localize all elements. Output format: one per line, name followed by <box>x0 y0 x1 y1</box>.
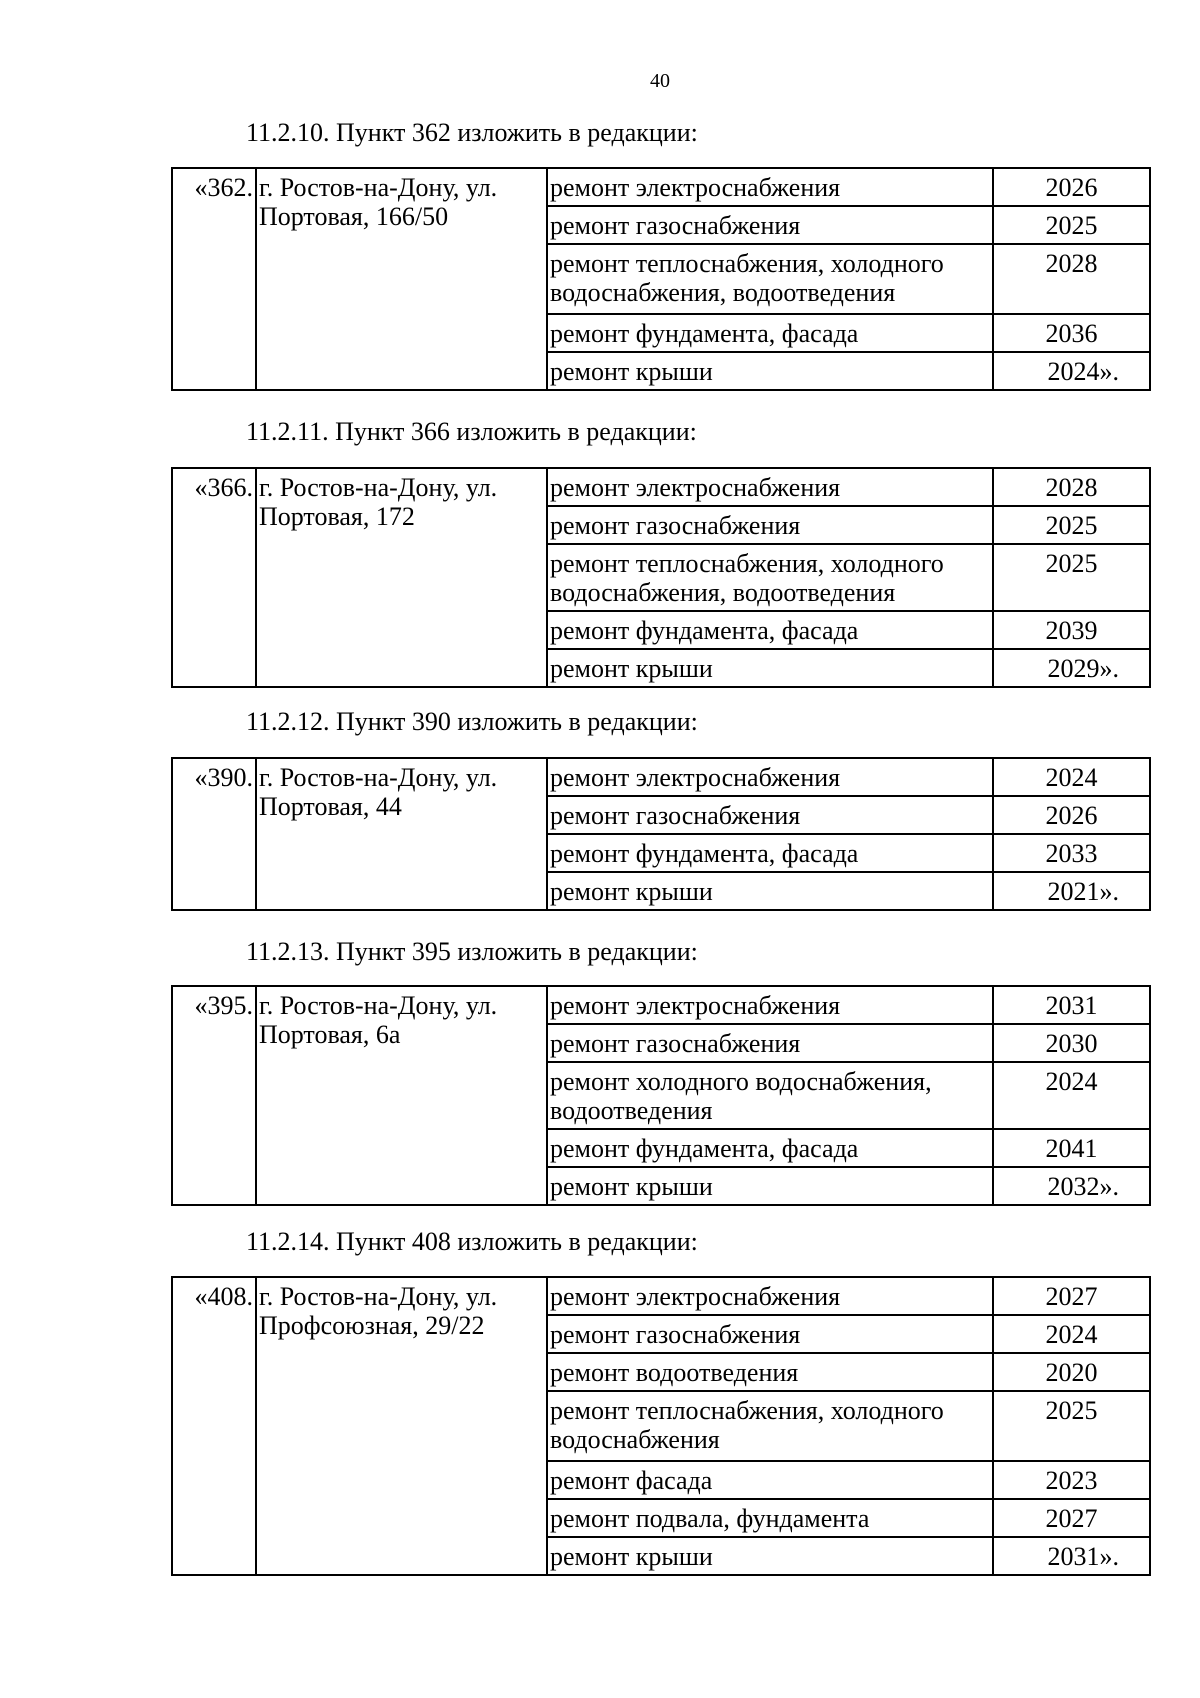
work-type-cell: ремонт крыши <box>547 649 993 687</box>
section-heading: 11.2.14. Пункт 408 изложить в редакции: <box>246 1227 698 1256</box>
table-row <box>172 1277 1150 1315</box>
year-cell: 2025 <box>993 1391 1150 1461</box>
table-row <box>172 168 1150 206</box>
work-type-cell: ремонт электроснабжения <box>547 986 993 1024</box>
amendment-table <box>171 757 1151 911</box>
year-cell: 2029». <box>993 649 1150 687</box>
year-cell: 2033 <box>993 834 1150 872</box>
work-type-cell: ремонт фундамента, фасада <box>547 611 993 649</box>
work-type-cell: ремонт крыши <box>547 352 993 390</box>
work-type-cell: ремонт фундамента, фасада <box>547 1129 993 1167</box>
work-type-cell: ремонт крыши <box>547 872 993 910</box>
year-cell: 2026 <box>993 796 1150 834</box>
work-type-cell: ремонт водоотведения <box>547 1353 993 1391</box>
year-cell: 2028 <box>993 468 1150 506</box>
work-type-cell: ремонт газоснабжения <box>547 1315 993 1353</box>
work-type-cell: ремонт электроснабжения <box>547 758 993 796</box>
address-cell: г. Ростов-на-Дону, ул. Портовая, 44 <box>256 758 547 910</box>
work-type-cell: ремонт газоснабжения <box>547 506 993 544</box>
year-cell: 2025 <box>993 206 1150 244</box>
year-cell: 2024». <box>993 352 1150 390</box>
year-cell: 2024 <box>993 1315 1150 1353</box>
amendment-table <box>171 985 1151 1206</box>
year-cell: 2031 <box>993 986 1150 1024</box>
work-type-cell: ремонт крыши <box>547 1167 993 1205</box>
table-row <box>172 986 1150 1024</box>
year-cell: 2030 <box>993 1024 1150 1062</box>
address-cell: г. Ростов-на-Дону, ул. Портовая, 166/50 <box>256 168 547 390</box>
work-type-cell: ремонт подвала, фундамента <box>547 1499 993 1537</box>
year-cell: 2025 <box>993 544 1150 611</box>
section-heading: 11.2.13. Пункт 395 изложить в редакции: <box>246 937 698 966</box>
year-cell: 2027 <box>993 1499 1150 1537</box>
year-cell: 2021». <box>993 872 1150 910</box>
year-cell: 2027 <box>993 1277 1150 1315</box>
year-cell: 2023 <box>993 1461 1150 1499</box>
work-type-cell: ремонт электроснабжения <box>547 168 993 206</box>
year-cell: 2024 <box>993 758 1150 796</box>
address-cell: г. Ростов-на-Дону, ул. Профсоюзная, 29/22 <box>256 1277 547 1575</box>
section-heading: 11.2.12. Пункт 390 изложить в редакции: <box>246 707 698 736</box>
year-cell: 2041 <box>993 1129 1150 1167</box>
year-cell: 2032». <box>993 1167 1150 1205</box>
work-type-cell: ремонт теплоснабжения, холодного водоснабжения <box>547 1391 993 1461</box>
section-heading: 11.2.10. Пункт 362 изложить в редакции: <box>246 118 698 147</box>
year-cell: 2026 <box>993 168 1150 206</box>
amendment-table <box>171 1276 1151 1576</box>
year-cell: 2031». <box>993 1537 1150 1575</box>
work-type-cell: ремонт газоснабжения <box>547 1024 993 1062</box>
page-number: 40 <box>650 70 670 92</box>
item-number: «390. <box>172 758 256 910</box>
item-number: «395. <box>172 986 256 1205</box>
year-cell: 2039 <box>993 611 1150 649</box>
item-number: «408. <box>172 1277 256 1575</box>
item-number: «366. <box>172 468 256 687</box>
work-type-cell: ремонт газоснабжения <box>547 206 993 244</box>
table-row <box>172 468 1150 506</box>
year-cell: 2020 <box>993 1353 1150 1391</box>
work-type-cell: ремонт электроснабжения <box>547 468 993 506</box>
year-cell: 2036 <box>993 314 1150 352</box>
section-heading: 11.2.11. Пункт 366 изложить в редакции: <box>246 417 697 446</box>
amendment-table <box>171 467 1151 688</box>
amendment-table <box>171 167 1151 391</box>
address-cell: г. Ростов-на-Дону, ул. Портовая, 6а <box>256 986 547 1205</box>
work-type-cell: ремонт фасада <box>547 1461 993 1499</box>
work-type-cell: ремонт фундамента, фасада <box>547 834 993 872</box>
year-cell: 2024 <box>993 1062 1150 1129</box>
work-type-cell: ремонт газоснабжения <box>547 796 993 834</box>
work-type-cell: ремонт холодного водоснабжения, водоотведения <box>547 1062 993 1129</box>
year-cell: 2025 <box>993 506 1150 544</box>
work-type-cell: ремонт теплоснабжения, холодного водоснабжения, водоотведения <box>547 244 993 314</box>
work-type-cell: ремонт фундамента, фасада <box>547 314 993 352</box>
work-type-cell: ремонт электроснабжения <box>547 1277 993 1315</box>
work-type-cell: ремонт крыши <box>547 1537 993 1575</box>
address-cell: г. Ростов-на-Дону, ул. Портовая, 172 <box>256 468 547 687</box>
work-type-cell: ремонт теплоснабжения, холодного водоснабжения, водоотведения <box>547 544 993 611</box>
year-cell: 2028 <box>993 244 1150 314</box>
table-row <box>172 758 1150 796</box>
item-number: «362. <box>172 168 256 390</box>
